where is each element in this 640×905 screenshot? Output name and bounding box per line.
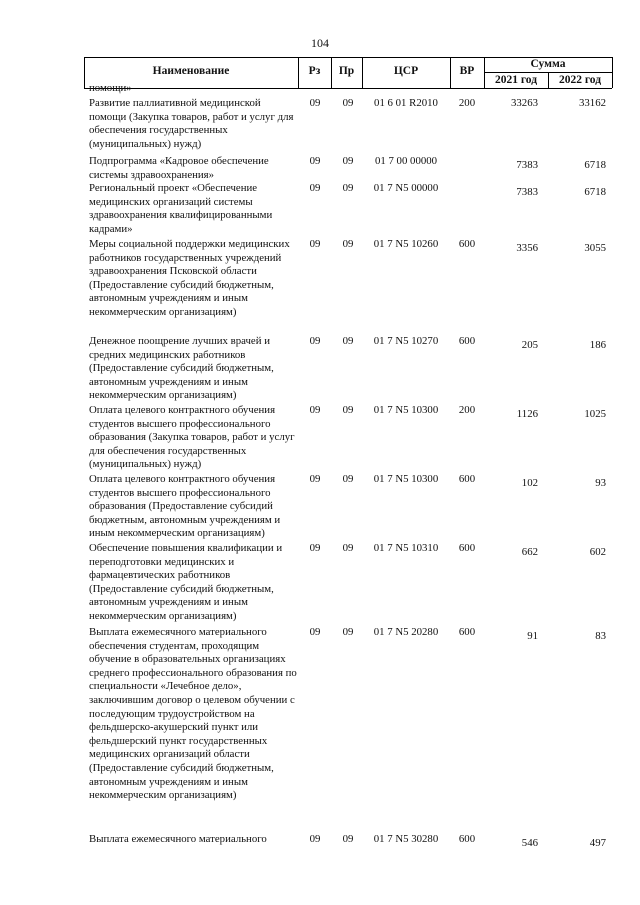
header-csr: ЦСР <box>393 65 419 77</box>
row-name: Выплата ежемесячного материального <box>89 833 267 845</box>
row-2021: 205 <box>521 339 538 351</box>
row-name: Оплата целевого контрактного обучения студентов высшего профессионального образования (Закупка товаров, работ и услуг для обеспечения государственных (муниципальных) нужд) <box>89 404 295 471</box>
row-csr: 01 7 N5 00000 <box>373 182 439 194</box>
row-rz: 09 <box>309 833 321 845</box>
header-name: Наименование <box>152 65 230 77</box>
row-2022: 33162 <box>579 97 606 109</box>
row-rz: 09 <box>309 97 321 109</box>
row-name: Меры социальной поддержки медицинских работников государственных учреждений здравоохранения Псковской области (Предоставление субсидий бюджетным, автономным учреждениям и иным некоммерческим организациям) <box>89 238 290 318</box>
row-csr: 01 7 N5 10260 <box>373 238 439 250</box>
row-pr: 09 <box>342 473 354 485</box>
row-2022: 6718 <box>584 186 606 198</box>
row-rz: 09 <box>309 542 321 554</box>
row-vr: 600 <box>458 542 476 554</box>
row-name: Региональный проект «Обеспечение медицинских организаций системы здравоохранения квалифицированными кадрами» <box>89 182 273 235</box>
row-rz: 09 <box>309 473 321 485</box>
row-vr: 600 <box>458 833 476 845</box>
row-pr: 09 <box>342 542 354 554</box>
row-csr: 01 7 N5 10270 <box>373 335 439 347</box>
header-sum: Сумма <box>530 58 566 70</box>
row-pr: 09 <box>342 155 354 167</box>
row-csr: 01 7 N5 20280 <box>373 626 439 638</box>
row-name: Оплата целевого контрактного обучения студентов высшего профессионального образования (Предоставление субсидий бюджетным, автономным учреждениям и иным некоммерческим организациям) <box>89 473 281 540</box>
header-pr: Пр <box>338 65 355 77</box>
row-csr: 01 7 N5 30280 <box>373 833 439 845</box>
page-number: 104 <box>311 36 329 50</box>
row-name: Обеспечение повышения квалификации и переподготовки медицинских и фармацевтических работников (Предоставление субсидий бюджетным, автономным учреждениям и иным некоммерческим организациям) <box>89 542 283 622</box>
row-2022: 1025 <box>584 408 606 420</box>
row-csr: 01 7 N5 10300 <box>373 404 439 416</box>
row-rz: 09 <box>309 238 321 250</box>
row-vr: 600 <box>458 473 476 485</box>
row-csr: 01 7 N5 10300 <box>373 473 439 485</box>
row-2021: 662 <box>521 546 538 558</box>
row-vr: 600 <box>458 626 476 638</box>
row-csr: 01 6 01 R2010 <box>374 97 438 109</box>
row-2021: 91 <box>527 630 538 642</box>
row-2021: 33263 <box>511 97 538 109</box>
header-rz: Рз <box>308 65 321 77</box>
row-name: Развитие паллиативной медицинской помощи (Закупка товаров, работ и услуг для обеспечения государственных (муниципальных) нужд) <box>89 97 294 150</box>
row-pr: 09 <box>342 97 354 109</box>
continuation-text: помощи» <box>89 82 132 94</box>
row-vr: 200 <box>458 404 476 416</box>
row-pr: 09 <box>342 238 354 250</box>
row-rz: 09 <box>309 626 321 638</box>
row-csr: 01 7 N5 10310 <box>373 542 439 554</box>
row-2022: 186 <box>589 339 606 351</box>
row-2021: 102 <box>521 477 538 489</box>
row-2021: 7383 <box>516 159 538 171</box>
row-vr: 200 <box>458 97 476 109</box>
row-2022: 93 <box>595 477 606 489</box>
row-rz: 09 <box>309 182 321 194</box>
row-2021: 1126 <box>516 408 538 420</box>
row-pr: 09 <box>342 182 354 194</box>
row-name: Денежное поощрение лучших врачей и средних медицинских работников (Предоставление субсидий бюджетным, автономным учреждениям и иным некоммерческим организациям) <box>89 335 274 402</box>
row-2022: 83 <box>595 630 606 642</box>
row-csr: 01 7 00 00000 <box>374 155 438 167</box>
header-2022: 2022 год <box>558 74 602 86</box>
row-rz: 09 <box>309 404 321 416</box>
row-pr: 09 <box>342 404 354 416</box>
row-pr: 09 <box>342 833 354 845</box>
row-2022: 6718 <box>584 159 606 171</box>
row-2021: 7383 <box>516 186 538 198</box>
row-2021: 3356 <box>516 242 538 254</box>
row-rz: 09 <box>309 155 321 167</box>
row-name: Выплата ежемесячного материального обеспечения студентам, проходящим обучение в образовательных организациях среднего профессионального образования по специальности «Лечебное дело», заключившим договор о целевом обучении с последующим трудоустройством на фельдшерско-акушерский пункт или фельдшерский пункт государственных медицинских организаций области (Предоставление субсидий бюджетным, автономным учреждениям и иным некоммерческим организациям) <box>89 626 297 802</box>
row-name: Подпрограмма «Кадровое обеспечение системы здравоохранения» <box>89 155 269 181</box>
header-2021: 2021 год <box>494 74 538 86</box>
row-vr: 600 <box>458 238 476 250</box>
row-rz: 09 <box>309 335 321 347</box>
header-vr: ВР <box>459 65 475 77</box>
row-2022: 602 <box>589 546 606 558</box>
row-vr: 600 <box>458 335 476 347</box>
row-2022: 3055 <box>584 242 606 254</box>
row-2021: 546 <box>521 837 538 849</box>
row-pr: 09 <box>342 626 354 638</box>
row-2022: 497 <box>589 837 606 849</box>
row-pr: 09 <box>342 335 354 347</box>
